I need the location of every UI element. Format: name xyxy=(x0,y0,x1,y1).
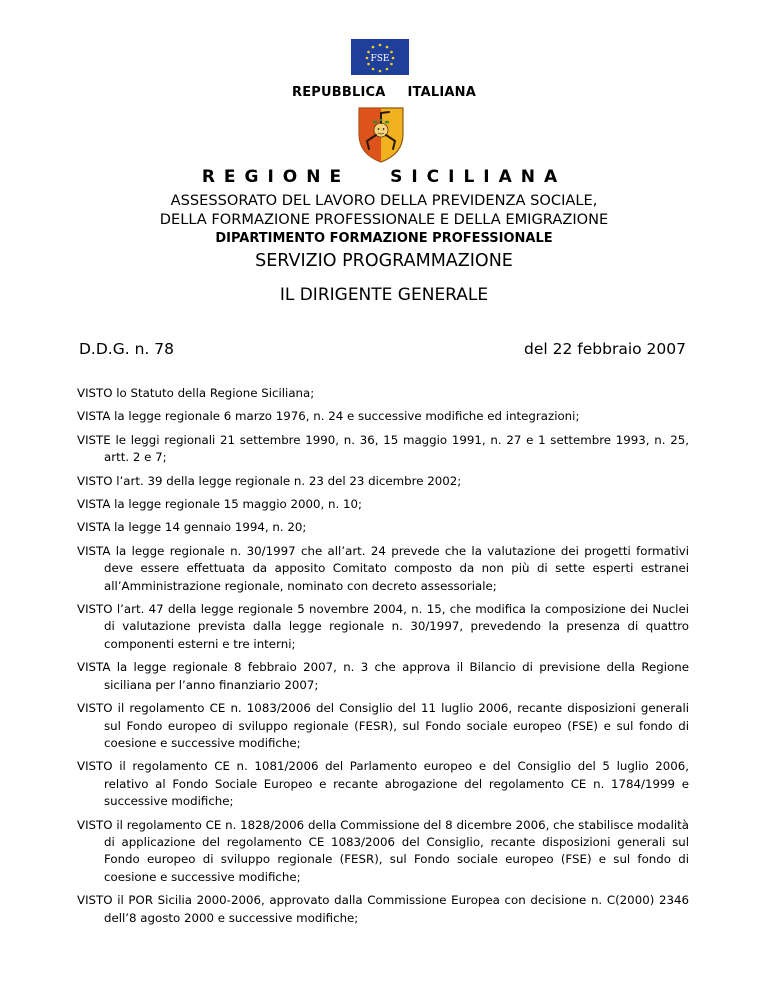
recital-lead: VISTO xyxy=(77,386,113,400)
recital-paragraph xyxy=(77,817,689,887)
recital-lead: VISTO xyxy=(77,602,113,617)
recital-text: il regolamento CE n. 1828/2006 della Commissione del 8 dicembre 2006, che stabilisce modalità di applicazione del regolamento CE 1083/2006 del Consiglio, recante disposizioni generali sul Fondo europeo di sviluppo regionale (FESR), sul Fondo sociale europeo (FSE) e sul fondo di coesione e successive modifiche; xyxy=(104,817,690,884)
recital-lead: VISTO xyxy=(77,893,113,908)
dirigente-heading: IL DIRIGENTE GENERALE xyxy=(279,285,489,305)
recital-paragraph xyxy=(77,473,689,490)
decree-number: D.D.G. n. 78 xyxy=(79,340,174,358)
recital-paragraph xyxy=(77,892,689,927)
recital-text: il POR Sicilia 2000-2006, approvato dalla Commissione Europea con decisione n. C(2000) 2346 dell’8 agosto 2000 e successive modifiche; xyxy=(104,893,689,925)
recital-text: il regolamento CE n. 1081/2006 del Parlamento europeo e del Consiglio del 5 luglio 2006, relativo al Fondo Sociale Europeo e recante abrogazione del regolamento CE n. 1784/1999 e successive modifiche; xyxy=(104,759,690,809)
recital-text: la legge regionale 15 maggio 2000, n. 10; xyxy=(114,497,362,512)
recital-lead: VISTO xyxy=(77,701,113,716)
eu-logo-text: FSE xyxy=(370,54,390,64)
recital-text: il regolamento CE n. 1083/2006 del Consiglio del 11 luglio 2006, recante disposizioni generali sul Fondo europeo di sviluppo regionale (FESR), sul Fondo sociale europeo (FSE) e sul fondo di coesione e successive modifiche; xyxy=(104,701,690,750)
recital-paragraph xyxy=(77,758,689,810)
region-left: REGIONE xyxy=(201,167,351,187)
recital-paragraph xyxy=(77,408,689,425)
dipartimento-heading: DIPARTIMENTO FORMAZIONE PROFESSIONALE xyxy=(215,231,553,246)
recital-lead: VISTA xyxy=(77,520,111,535)
assessorato-line-2: DELLA FORMAZIONE PROFESSIONALE E DELLA EMIGRAZIONE xyxy=(159,211,609,228)
servizio-heading: SERVIZIO PROGRAMMAZIONE xyxy=(255,251,513,271)
recital-text: la legge 14 gennaio 1994, n. 20; xyxy=(114,520,307,535)
recital-lead: VISTE xyxy=(77,432,111,447)
recital-text: la legge regionale n. 30/1997 che all’art. 24 prevede che la valutazione dei progetti formativi deve essere effettuata da apposito Comitato composto da non più di sette esperti estranei all’Amministrazione regionale, nominato con decreto assessoriale; xyxy=(104,543,690,593)
recital-paragraph xyxy=(77,496,689,513)
recital-text: l’art. 39 della legge regionale n. 23 del 23 dicembre 2002; xyxy=(116,473,462,488)
recital-paragraph xyxy=(77,519,689,536)
recital-paragraph xyxy=(77,659,689,694)
assessorato-line-1: ASSESSORATO DEL LAVORO DELLA PREVIDENZA SOCIALE, xyxy=(170,192,598,209)
recital-lead: VISTO xyxy=(77,759,113,774)
recital-paragraph xyxy=(77,543,689,595)
recitals-body xyxy=(77,385,689,933)
recital-text: le leggi regionali 21 settembre 1990, n. 36, 15 maggio 1991, n. 27 e 1 settembre 1993, n. 25, artt. 2 e 7; xyxy=(104,432,690,465)
recital-paragraph xyxy=(77,601,689,653)
recital-lead: VISTA xyxy=(77,409,111,424)
republic-left: REPUBBLICA xyxy=(292,85,386,100)
recital-lead: VISTA xyxy=(77,543,111,558)
recital-text: la legge regionale 8 febbraio 2007, n. 3 che approva il Bilancio di previsione della Regione siciliana per l’anno finanziario 2007; xyxy=(104,660,690,692)
region-heading xyxy=(0,167,768,187)
recital-lead: VISTO xyxy=(77,817,113,832)
recital-paragraph xyxy=(77,385,689,402)
recital-lead: VISTA xyxy=(77,497,111,512)
region-right: SICILIANA xyxy=(390,167,567,187)
recital-text: lo Statuto della Regione Siciliana; xyxy=(116,386,315,400)
recital-text: l’art. 47 della legge regionale 5 novembre 2004, n. 15, che modifica la composizione dei Nuclei di valutazione prevista dalla legge regionale n. 30/1997, prevedendo la presenza di quattro componenti esterni e tre interni; xyxy=(104,602,689,651)
eu-fse-flag-icon xyxy=(351,39,409,75)
trinacria-crest-icon xyxy=(353,104,409,164)
republic-right: ITALIANA xyxy=(407,85,476,100)
republic-heading xyxy=(0,85,768,100)
recital-lead: VISTA xyxy=(77,660,111,675)
recital-paragraph xyxy=(77,700,689,752)
recital-paragraph xyxy=(77,432,689,467)
recital-lead: VISTO xyxy=(77,473,113,488)
recital-text: la legge regionale 6 marzo 1976, n. 24 e successive modifiche ed integrazioni; xyxy=(114,409,580,424)
decree-date: del 22 febbraio 2007 xyxy=(524,340,686,358)
